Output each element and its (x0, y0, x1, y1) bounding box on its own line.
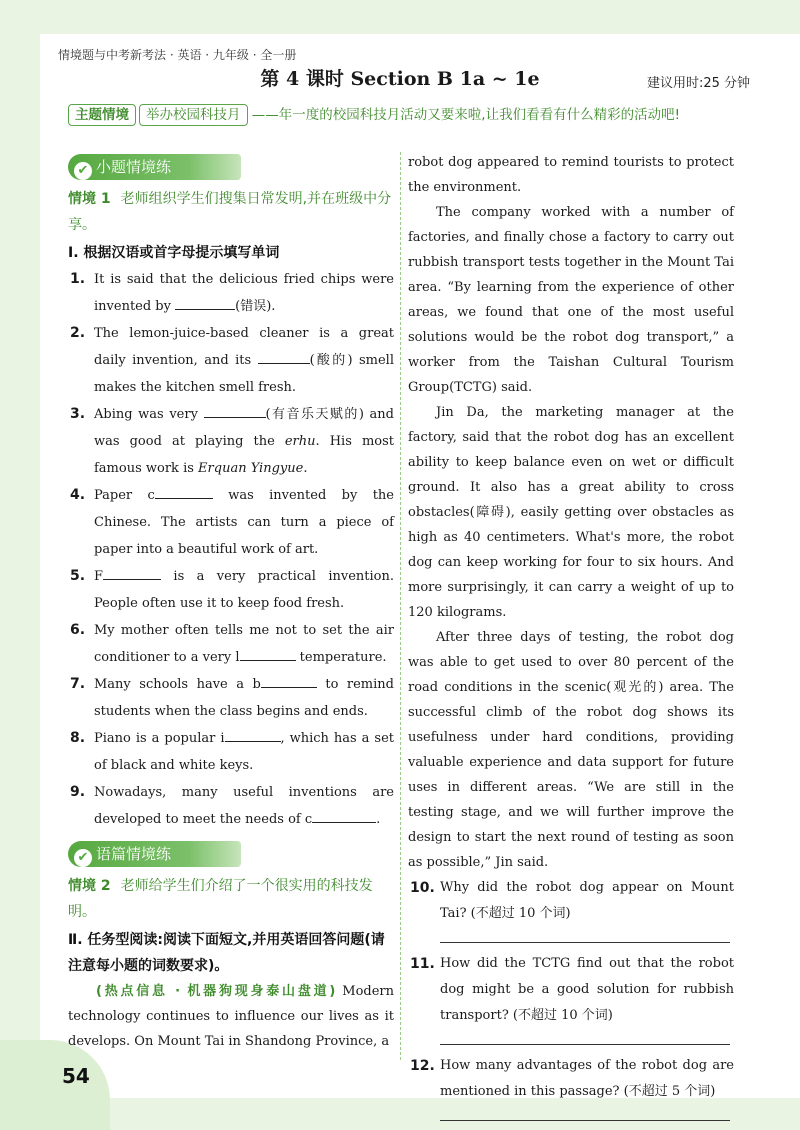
page-number: 54 (62, 1064, 90, 1088)
question-text: Why did the robot dog appear on Mount Tai? (不超过 10 个词) (440, 880, 734, 921)
passage-text: Modern technology continues to influence our lives as it develops. On Mount Tai in Shandong Province, a (68, 984, 395, 1049)
question-text: temperature. (295, 650, 387, 665)
question-number: 3. (70, 406, 86, 422)
question-text: My mother often tells me not to set the air conditioner to a very l (94, 623, 394, 665)
frame-top (0, 0, 800, 34)
question-3 (68, 401, 394, 482)
answer-blank[interactable] (155, 484, 213, 499)
reading-question-10 (408, 875, 734, 927)
question-number: 2. (70, 325, 86, 341)
theme-row (68, 102, 734, 128)
right-column (408, 150, 734, 1129)
question-number: 9. (70, 784, 86, 800)
answer-blank[interactable] (258, 349, 310, 364)
check-icon: ✔ (74, 162, 92, 180)
answer-blank[interactable] (261, 673, 317, 688)
page-title: 第 4 课时 Section B 1a ~ 1e (260, 68, 540, 90)
question-text: How many advantages of the robot dog are mentioned in this passage? (不超过 5 个词) (440, 1058, 734, 1099)
question-text: Abing was very (94, 407, 204, 422)
question-text: , which has a set of black and white keys. (94, 731, 395, 773)
question-text: Paper c (94, 488, 155, 503)
question-number: 6. (70, 622, 86, 638)
question-text: . (376, 812, 381, 827)
question-text: . (303, 461, 308, 476)
question-text: F (94, 569, 104, 584)
check-icon: ✔ (74, 849, 92, 867)
news-tag: (热点信息 · 机器狗现身泰山盘道) (96, 984, 336, 999)
question-1 (68, 266, 394, 320)
section-banner-label: 语篇情境练 (96, 845, 172, 863)
question-number: 12. (410, 1058, 435, 1074)
answer-line-10[interactable] (440, 941, 730, 943)
italic-term: Erquan Yingyue (198, 461, 304, 476)
question-7 (68, 671, 394, 725)
scenario-2 (68, 873, 394, 925)
question-text: is a very practical invention. People often use it to keep food fresh. (94, 569, 394, 611)
question-9 (68, 779, 394, 833)
scenario-label: 情境 1 (68, 191, 111, 207)
answer-line-12[interactable] (440, 1119, 730, 1121)
question-number: 11. (410, 956, 435, 972)
part-heading-1: Ⅰ. 根据汉语或首字母提示填写单词 (68, 245, 280, 261)
question-4 (68, 482, 394, 563)
question-2 (68, 320, 394, 401)
answer-line-11[interactable] (440, 1043, 730, 1045)
answer-blank[interactable] (103, 565, 161, 580)
book-header: 情境题与中考新考法 · 英语 · 九年级 · 全一册 (58, 48, 297, 62)
question-number: 1. (70, 271, 86, 287)
question-text: to remind students when the class begins and ends. (94, 677, 394, 719)
question-8 (68, 725, 394, 779)
part-heading-2: Ⅱ. 任务型阅读:阅读下面短文,并用英语回答问题(请注意每小题的词数要求)。 (68, 932, 385, 974)
passage-paragraph-0: robot dog appeared to remind tourists to protect the environment. (408, 155, 734, 195)
question-number: 7. (70, 676, 86, 692)
scenario-text: 老师组织学生们搜集日常发明,并在班级中分享。 (68, 191, 392, 233)
scenario-1 (68, 186, 394, 238)
question-text: Many schools have a b (94, 677, 261, 692)
question-hint: (有音乐天赋的) and was good at playing the (94, 407, 394, 449)
frame-left (0, 0, 40, 1130)
column-divider (400, 152, 402, 1060)
question-text: Piano is a popular i (94, 731, 225, 746)
question-text: The lemon-juice-based cleaner is a great daily invention, and its (94, 326, 394, 368)
time-hint: 建议用时:25 分钟 (646, 76, 750, 91)
passage-intro (68, 979, 394, 1054)
question-hint: (错误). (235, 299, 276, 314)
scenario-label: 情境 2 (68, 878, 111, 894)
question-number: 8. (70, 730, 86, 746)
answer-blank[interactable] (204, 403, 266, 418)
theme-description: ——年一度的校园科技月活动又要来啦,让我们看看有什么精彩的活动吧! (251, 107, 680, 123)
question-text: was invented by the Chinese. The artists can turn a piece of paper into a beautiful work of art. (94, 488, 395, 557)
left-column (68, 154, 394, 1054)
question-number: 4. (70, 487, 86, 503)
italic-term: erhu (284, 434, 316, 449)
theme-subtag: 举办校园科技月 (139, 104, 248, 126)
question-text: How did the TCTG find out that the robot dog might be a good solution for rubbish transport? (不超过 10 个词) (440, 956, 734, 1023)
scenario-text: 老师给学生们介绍了一个很实用的科技发明。 (68, 878, 373, 920)
reading-question-11 (408, 951, 734, 1029)
section-banner-label: 小题情境练 (96, 158, 172, 176)
question-5 (68, 563, 394, 617)
question-number: 5. (70, 568, 86, 584)
section-banner-quiz (68, 154, 241, 180)
answer-blank[interactable] (240, 646, 296, 661)
passage-paragraph-3: After three days of testing, the robot dog was able to get used to over 80 percent of the road conditions in the scenic(观光的) area. The successful climb of the robot dog shows its usefulness under hard conditions, providing valuable experience and data support for future uses in different areas. “We are still in the testing stage, and we will further improve the design to start the next round of testing as soon as possible,” Jin said. (408, 630, 734, 870)
passage-paragraph-2: Jin Da, the marketing manager at the factory, said that the robot dog has an excellent ability to keep balance even on wet or difficult ground. It also has a great ability to cross obstacles(障碍), easily getting over obstacles as high as 40 centimeters. What's more, the robot dog can keep working for four to six hours. And more surprisingly, it can carry a weight of up to 120 kilograms. (408, 405, 734, 620)
answer-blank[interactable] (312, 808, 376, 823)
question-hint: (酸的) smell makes the kitchen smell fresh. (94, 353, 394, 395)
question-6 (68, 617, 394, 671)
passage-paragraph-1: The company worked with a number of factories, and finally chose a factory to carry out rubbish transport tests together in the Mount Tai area. “By learning from the experience of other areas, we found that one of the most useful solutions would be the robot dog transport,” a worker from the Taishan Cultural Tourism Group(TCTG) said. (408, 205, 734, 395)
reading-question-12 (408, 1053, 734, 1105)
question-text: . His most famous work is (94, 434, 394, 476)
answer-blank[interactable] (175, 295, 235, 310)
question-text: Nowadays, many useful inventions are developed to meet the needs of c (94, 785, 394, 827)
answer-blank[interactable] (225, 727, 281, 742)
question-number: 10. (410, 880, 435, 896)
question-text: It is said that the delicious fried chips were invented by (94, 272, 394, 314)
section-banner-reading (68, 841, 241, 867)
theme-tag: 主题情境 (68, 104, 136, 126)
